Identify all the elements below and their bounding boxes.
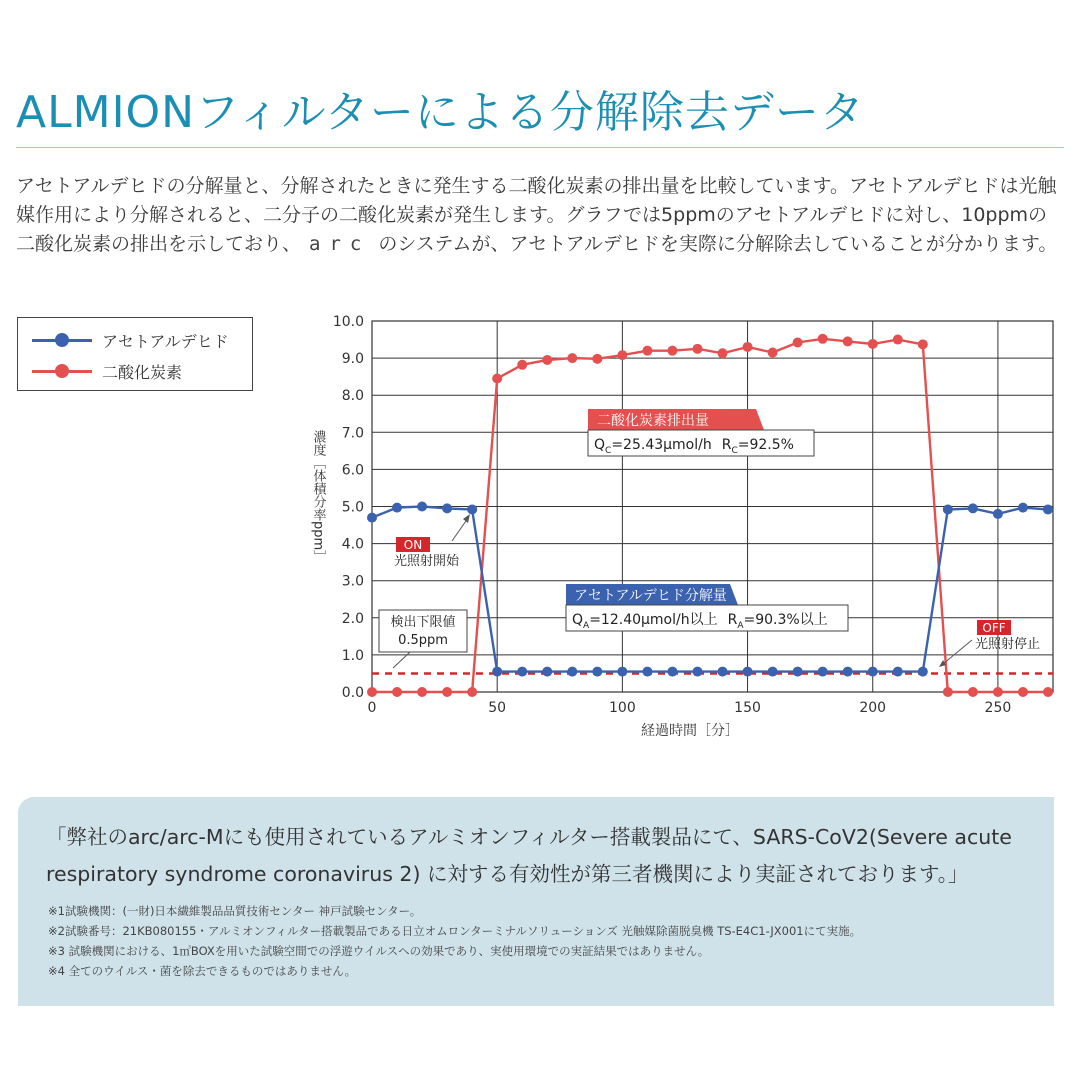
data-point-acetaldehyde	[417, 502, 427, 512]
data-point-acetaldehyde	[392, 503, 402, 513]
on-pointer-arrow	[463, 514, 470, 523]
y-tick-label: 5.0	[341, 499, 364, 516]
x-tick-label: 250	[984, 700, 1012, 716]
data-point-acetaldehyde	[793, 667, 803, 677]
legend-label-acetaldehyde: アセトアルデヒド	[102, 331, 229, 351]
data-point-co2	[417, 687, 427, 697]
co2-annotation	[588, 409, 814, 456]
data-point-acetaldehyde	[968, 503, 978, 513]
acetaldehyde-annotation	[566, 584, 848, 631]
data-point-co2	[667, 346, 677, 356]
data-point-co2	[968, 687, 978, 697]
data-point-acetaldehyde	[943, 504, 953, 514]
data-point-acetaldehyde	[768, 667, 778, 677]
data-point-co2	[743, 342, 753, 352]
data-point-acetaldehyde	[718, 667, 728, 677]
off-label: 光照射停止	[975, 637, 1041, 652]
axis-tick-labels	[333, 314, 1011, 716]
data-point-co2	[718, 348, 728, 358]
data-point-co2	[542, 355, 552, 365]
data-point-acetaldehyde	[843, 667, 853, 677]
co2-annotation-values: $Q_C=25.43\mu mol/h$ $R_C=92.5\%$	[594, 437, 794, 456]
off-badge-text: OFF	[982, 621, 1006, 635]
y-tick-label: 1.0	[341, 647, 364, 664]
data-point-co2	[1018, 687, 1028, 697]
arc-logo: arc	[309, 233, 371, 255]
series-co2	[367, 334, 1053, 697]
data-point-acetaldehyde	[517, 667, 527, 677]
page-title: ALMIONフィルターによる分解除去データ	[16, 87, 865, 138]
data-point-co2	[492, 374, 502, 384]
data-point-co2	[893, 335, 903, 345]
data-point-co2	[768, 348, 778, 358]
data-point-co2	[567, 353, 577, 363]
y-tick-label: 3.0	[341, 573, 364, 590]
y-tick-label: 9.0	[341, 351, 364, 368]
data-point-co2	[1043, 687, 1053, 697]
data-point-co2	[467, 687, 477, 697]
data-point-acetaldehyde	[993, 509, 1003, 519]
data-point-acetaldehyde	[1043, 504, 1053, 514]
data-point-co2	[392, 687, 402, 697]
data-point-co2	[793, 338, 803, 348]
threshold-label	[379, 610, 467, 668]
data-point-co2	[868, 339, 878, 349]
data-point-acetaldehyde	[492, 667, 502, 677]
concentration-chart	[0, 300, 1080, 750]
data-point-acetaldehyde	[893, 667, 903, 677]
data-point-co2	[592, 354, 602, 364]
data-point-acetaldehyde	[918, 667, 928, 677]
box-quote: 「弊社のarc/arc-Mにも使用されているアルミオンフィルター搭載製品にて、SARS-CoV2(Severe acute respiratory syndrome coronavirus 2) に対する有効性が第三者機関により実証されております。」	[46, 825, 1012, 886]
title-divider	[16, 147, 1064, 148]
on-badge-text: ON	[403, 538, 423, 552]
y-tick-label: 2.0	[341, 610, 364, 627]
data-point-co2	[367, 687, 377, 697]
data-point-co2	[818, 334, 828, 344]
data-point-acetaldehyde	[617, 667, 627, 677]
y-tick-label: 0.0	[341, 685, 364, 701]
footnote-4: ※4 全てのウイルス・菌を除去できるものではありません。	[48, 964, 357, 978]
footnote-1: ※1試験機関：(一財)日本繊維製品品質技術センター 神戸試験センター。	[48, 904, 422, 918]
off-pointer	[943, 640, 972, 664]
acetaldehyde-annotation-title: アセトアルデヒド分解量	[574, 588, 727, 604]
data-point-acetaldehyde	[542, 667, 552, 677]
x-tick-label: 150	[734, 700, 761, 716]
data-point-acetaldehyde	[1018, 503, 1028, 513]
data-point-co2	[642, 346, 652, 356]
series-group	[367, 334, 1053, 697]
threshold-label-line1: 検出下限値	[390, 615, 456, 630]
x-tick-label: 100	[609, 700, 636, 716]
data-point-acetaldehyde	[642, 667, 652, 677]
data-point-acetaldehyde	[868, 667, 878, 677]
legend-label-co2: 二酸化炭素	[102, 362, 183, 382]
data-point-co2	[843, 336, 853, 346]
data-point-co2	[993, 687, 1003, 697]
intro-text-after-logo: のシステムが、アセトアルデヒドを実際に分解除去していることが分かります。	[378, 233, 1058, 255]
y-axis-label: 濃度［体積分率ppm］	[310, 430, 326, 564]
data-point-acetaldehyde	[567, 667, 577, 677]
data-point-acetaldehyde	[692, 667, 702, 677]
data-point-co2	[692, 344, 702, 354]
y-tick-label: 6.0	[341, 462, 364, 479]
footnote-3: ※3 試験機関における、1㎥BOXを用いた試験空間での浮遊ウイルスへの効果であり、実使用環境での実証結果ではありません。	[48, 944, 710, 958]
off-annotation	[939, 620, 1040, 667]
x-axis-label: 経過時間［分］	[641, 723, 739, 739]
data-point-co2	[517, 360, 527, 370]
x-tick-label: 0	[367, 700, 377, 716]
data-point-acetaldehyde	[818, 667, 828, 677]
info-box	[18, 797, 1054, 1006]
x-tick-label: 200	[859, 700, 887, 716]
data-point-co2	[617, 350, 627, 360]
on-annotation	[394, 514, 470, 569]
footnotes	[48, 901, 861, 981]
y-tick-label: 7.0	[341, 425, 364, 442]
y-tick-label: 8.0	[341, 388, 364, 405]
data-point-acetaldehyde	[743, 667, 753, 677]
co2-annotation-title: 二酸化炭素排出量	[597, 413, 709, 429]
y-tick-label: 4.0	[341, 536, 364, 553]
intro-paragraph	[16, 172, 1064, 259]
intro-text-before-logo: アセトアルデヒドの分解量と、分解されたときに発生する二酸化炭素の排出量を比較しています。アセトアルデヒドは光触媒作用により分解されると、二分子の二酸化炭素が発生します。グラフでは5ppmのアセトアルデヒドに対し、10ppmの二酸化炭素の排出を示しており、	[16, 175, 1057, 255]
on-pointer	[452, 518, 468, 541]
data-point-co2	[943, 687, 953, 697]
on-label: 光照射開始	[394, 554, 460, 569]
footnote-2: ※2試験番号：21KB080155・アルミオンフィルター搭載製品である日立オムロンターミナルソリューションズ 光触媒除菌脱臭機 TS-E4C1-JX001にて実施。	[48, 924, 862, 938]
data-point-acetaldehyde	[592, 667, 602, 677]
data-point-acetaldehyde	[467, 504, 477, 514]
threshold-label-line2: 0.5ppm	[398, 633, 448, 648]
data-point-co2	[442, 687, 452, 697]
data-point-acetaldehyde	[667, 667, 677, 677]
acetaldehyde-annotation-values: $Q_A=12.40\mu mol/h$以上 $R_A=90.3\%$以上	[572, 612, 828, 631]
data-point-co2	[918, 339, 928, 349]
x-tick-label: 50	[488, 700, 507, 716]
data-point-acetaldehyde	[367, 513, 377, 523]
data-point-acetaldehyde	[442, 503, 452, 513]
y-tick-label: 10.0	[332, 314, 364, 330]
